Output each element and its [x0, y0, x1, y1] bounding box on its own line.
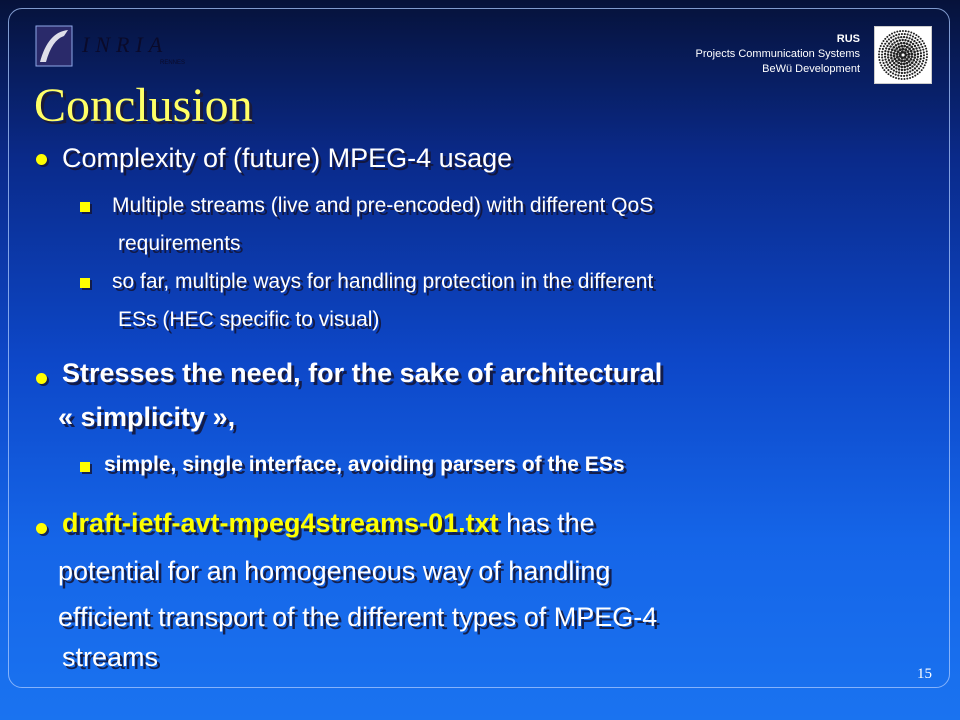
logo-text: INRIA	[82, 32, 169, 57]
page-number: 15	[917, 666, 932, 682]
bullet-3-line-1-rest: has the	[498, 508, 595, 538]
slide-title: Conclusion	[34, 79, 253, 132]
bullet-1-text: Complexity of (future) MPEG-4 usage	[62, 143, 513, 173]
bullet-icon	[36, 523, 47, 534]
sub-bullet-icon	[80, 278, 90, 288]
inria-logo	[34, 22, 224, 72]
logo-subtext: RENNES	[160, 60, 186, 66]
bullet-1-sub-2-line-2: ESs (HEC specific to visual)	[118, 308, 380, 331]
bullet-2-line-1: Stresses the need, for the sake of architectural	[62, 358, 663, 388]
bullet-icon	[36, 154, 47, 165]
bullet-1-sub-2-line-1: so far, multiple ways for handling protection in the different	[112, 270, 654, 293]
university-seal-icon	[874, 26, 932, 84]
header-line3: BeWü Development	[762, 63, 860, 75]
bullet-3-line-4: streams	[62, 642, 159, 672]
draft-filename: draft-ietf-avt-mpeg4streams-01.txt	[62, 508, 499, 538]
bullet-3-line-3: efficient transport of the different types of MPEG-4	[58, 602, 658, 632]
bullet-3-line-1	[62, 508, 595, 539]
bullet-3-line-2: potential for an homogeneous way of handling	[58, 556, 611, 586]
sub-bullet-icon	[80, 462, 90, 472]
header-info	[696, 32, 860, 77]
bullet-1-sub-1-line-2: requirements	[118, 232, 241, 255]
bullet-2-sub-1: simple, single interface, avoiding parsers of the ESs	[104, 453, 625, 476]
bullet-1-sub-1-line-1: Multiple streams (live and pre-encoded) with different QoS	[112, 194, 654, 217]
sub-bullet-icon	[80, 202, 90, 212]
header-line2: Projects Communication Systems	[695, 48, 860, 60]
bullet-2-line-2: « simplicity »,	[58, 402, 236, 432]
bullet-icon	[36, 373, 47, 384]
header-org: RUS	[836, 33, 860, 45]
